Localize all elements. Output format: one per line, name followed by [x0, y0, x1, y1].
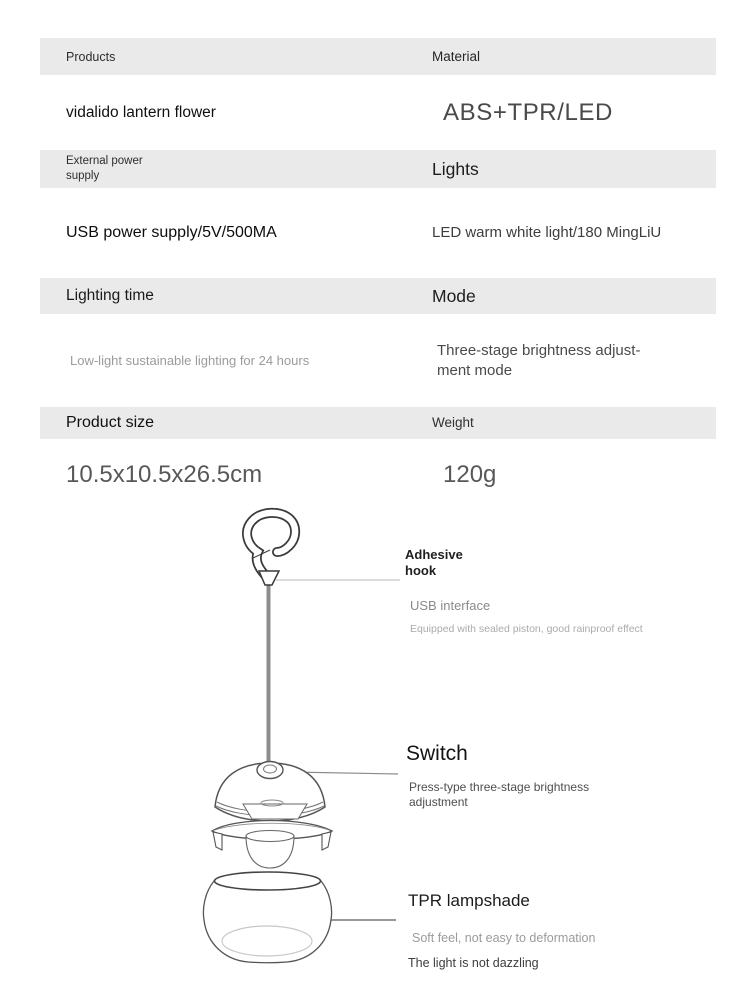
lantern-illustration: [0, 500, 750, 980]
label-usb-interface: USB interface: [410, 598, 491, 613]
lamp-top: [215, 762, 325, 822]
hook-icon: [247, 513, 295, 585]
section-header-power-lights: [40, 150, 716, 188]
product-diagram: [0, 500, 750, 980]
label-usb-note: Equipped with sealed piston, good rainproof effect: [410, 623, 643, 635]
led-dome: [246, 831, 294, 842]
section-header-products-material: [40, 38, 716, 75]
section-header-lighting-mode: [40, 278, 716, 314]
header-product-size: Product size: [66, 414, 155, 431]
lampshade: [203, 872, 331, 963]
section-header-size-weight: [40, 407, 716, 439]
row-power-lights: [40, 188, 716, 278]
value-product-name: vidalido lantern flower: [66, 103, 216, 121]
header-mode: Mode: [432, 285, 476, 306]
row-lighting-mode: [40, 314, 716, 407]
diffuser-plate: [212, 821, 332, 869]
value-weight: 120g: [443, 461, 497, 488]
header-external-power: External power supply: [66, 155, 143, 182]
header-lighting-time: Lighting time: [66, 287, 154, 304]
label-lampshade-note2: The light is not dazzling: [408, 956, 539, 970]
value-mode: [432, 341, 640, 380]
value-lights: LED warm white light/180 MingLiU: [432, 224, 662, 241]
row-products-material: [40, 75, 716, 150]
header-lights: Lights: [432, 158, 479, 179]
switch-button: [257, 762, 283, 779]
label-tpr-lampshade: TPR lampshade: [408, 891, 530, 910]
value-product-size: 10.5x10.5x26.5cm: [66, 461, 263, 488]
header-material: Material: [432, 48, 481, 64]
label-switch: Switch: [406, 742, 468, 765]
label-adhesive-hook: Adhesive hook: [405, 547, 463, 578]
header-products: Products: [66, 49, 116, 64]
value-mode-line1: Three-stage brightness adjust-: [437, 342, 641, 359]
value-power-supply: USB power supply/5V/500MA: [66, 224, 277, 241]
value-lighting-time: Low-light sustainable lighting for 24 hours: [70, 352, 310, 368]
label-switch-note: Press-type three-stage brightness adjustment: [409, 780, 590, 809]
header-weight: Weight: [432, 415, 474, 430]
value-mode-line2: ment mode: [437, 361, 513, 379]
value-material: ABS+TPR/LED: [443, 98, 613, 126]
label-lampshade-note1: Soft feel, not easy to deformation: [412, 931, 596, 945]
